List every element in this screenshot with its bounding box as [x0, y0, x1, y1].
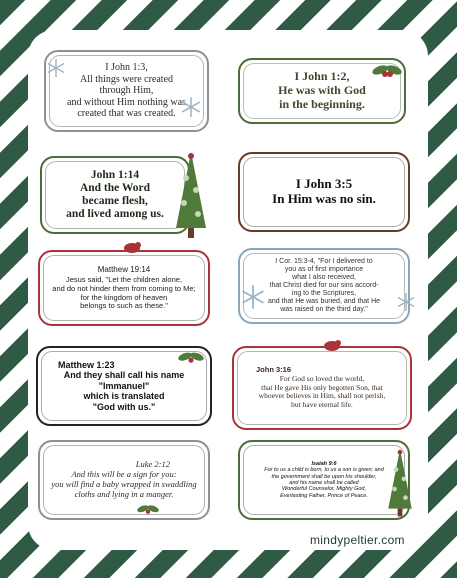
verse-line: which is translated: [83, 391, 165, 402]
verse-line: I John 3:5: [295, 176, 353, 192]
verse-line: And they shall call his name: [63, 370, 185, 381]
verse-line: you as of first importance: [284, 265, 364, 273]
verse-line: I John 1:3,: [105, 62, 148, 74]
verse-line: For God so loved the world,: [279, 374, 365, 384]
verse-card-9: [38, 440, 210, 520]
verse-card-5: [38, 250, 210, 326]
verse-line: cloths and lying in a manger.: [74, 488, 174, 499]
verse-line: In Him was no sin.: [272, 191, 376, 206]
verse-line: what I also received,: [292, 273, 356, 281]
snowflake-icon: [396, 292, 416, 312]
verse-line: He was with God: [278, 83, 366, 98]
bird-icon: [320, 338, 344, 352]
verse-card-4: [238, 152, 410, 232]
christmas-tree-icon: [382, 440, 418, 524]
verse-line: All things were created: [79, 73, 174, 85]
verse-line: ing to the Scriptures,: [291, 290, 357, 298]
verse-line: and without Him nothing was: [67, 96, 186, 108]
snowflake-icon: [240, 284, 266, 310]
verse-line: I John 1:2,: [294, 69, 350, 84]
verse-line: Wonderful Counselor, Mighty God,: [281, 486, 367, 493]
verse-line: in the beginning.: [279, 96, 365, 111]
verse-line: John 1:14: [90, 168, 140, 181]
christmas-tree-icon: [168, 148, 214, 240]
verse-reference: Matthew 1:23: [58, 360, 115, 371]
verse-line: "God with us.": [92, 401, 156, 412]
verse-line: that He gave His only begotten Son, that: [261, 382, 383, 392]
verse-line: you will find a baby wrapped in swaddling: [51, 479, 197, 489]
verse-line: and that He was buried, and that He: [267, 298, 381, 306]
verse-line: for the kingdom of heaven: [80, 292, 168, 302]
verse-line: the government shall be upon his shoulder,: [271, 473, 377, 480]
holly-ornament-icon: [370, 60, 404, 90]
verse-line: and do not hinder them from coming to Me;: [52, 283, 196, 293]
verse-line: I Cor. 15:3-4, "For I delivered to: [275, 257, 373, 265]
verse-line: "Immanuel": [98, 380, 150, 391]
verse-line: and his name shall be called: [289, 480, 359, 486]
verse-line: that Christ died for our sins accord-: [269, 281, 379, 289]
verse-line: Jesus said, "Let the children alone,: [65, 275, 183, 285]
verse-line: belongs to such as these.": [80, 301, 168, 311]
bird-icon: [120, 240, 144, 254]
verse-reference: Luke 2:12: [135, 459, 170, 470]
verse-line: And the Word: [79, 181, 151, 194]
verse-line: And this will be a sign for you:: [71, 469, 177, 480]
snowflake-icon: [180, 96, 202, 118]
verse-reference: John 3:16: [256, 365, 292, 375]
snowflake-icon: [46, 58, 66, 78]
verse-line: created that was created.: [77, 108, 176, 120]
holly-icon: [130, 500, 166, 522]
holly-icon: [176, 348, 206, 374]
verse-line: For to us a child is born, to us a son is given; and: [264, 467, 384, 474]
verse-line: whoever believes in Him, shall not perish,: [258, 391, 386, 401]
footer-website: mindypeltier.com: [310, 533, 405, 547]
verse-line: became flesh,: [82, 195, 148, 207]
verse-line: Everlasting Father, Prince of Peace.: [280, 492, 368, 499]
verse-reference: Matthew 19:14: [97, 265, 151, 275]
verse-line: but have eternal life.: [291, 399, 353, 409]
verse-card-8: [232, 346, 412, 430]
verse-reference: Isaiah 9:6: [311, 461, 337, 468]
verse-line: and lived among us.: [66, 208, 164, 221]
verse-card-1: [44, 50, 209, 132]
verse-line: was raised on the third day.": [280, 306, 368, 314]
verse-line: through Him,: [99, 85, 154, 97]
